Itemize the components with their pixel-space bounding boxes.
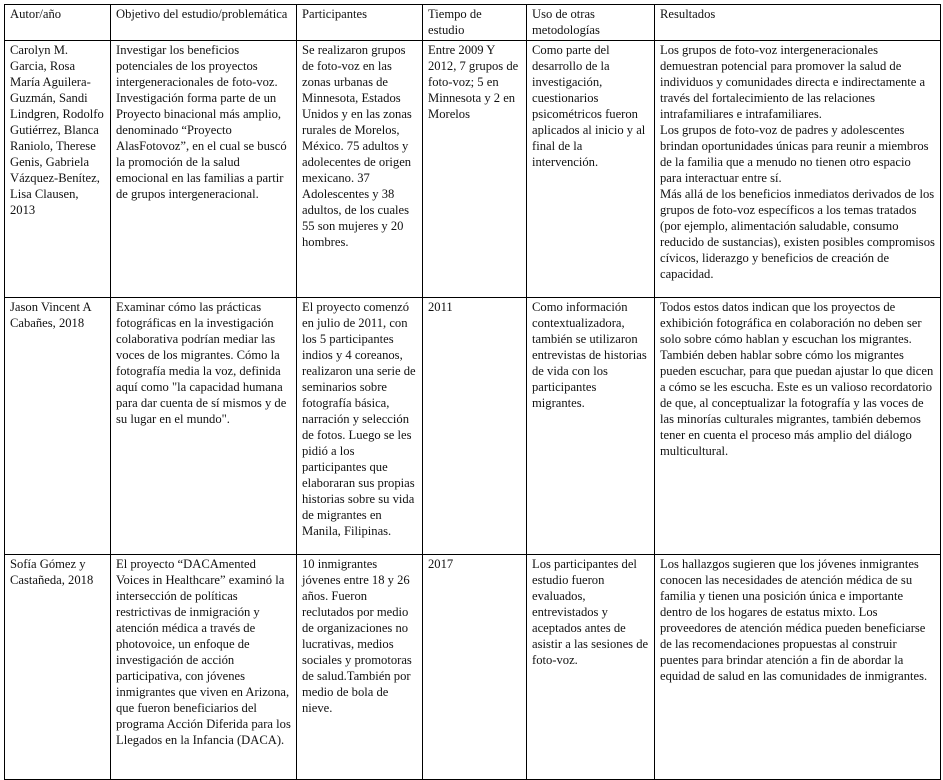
cell-tiempo: 2011 — [423, 298, 527, 555]
cell-resultados — [655, 555, 941, 780]
cell-tiempo: Entre 2009 Y 2012, 7 grupos de foto-voz; 5 en Minnesota y 2 en Morelos — [423, 41, 527, 298]
cell-metodologias: Los participantes del estudio fueron evaluados, entrevistados y aceptados antes de asistir a las sesiones de foto-voz. — [527, 555, 655, 780]
objetivo-paragraph: Examinar cómo las prácticas fotográficas en la investigación colaborativa podrían mediar las voces de los migrantes. Cómo la fotografía media la voz, definida aquí como "la capacidad humana para dar cuenta de sí mismos y de su lugar en el mundo". — [116, 300, 287, 426]
resultados-paragraph: Todos estos datos indican que los proyectos de exhibición fotográfica en colaboración no deben ser solo sobre cómo hablan y escuchan los migrantes. También deben hablar sobre cómo los migrantes pueden escuchar, para que puedan ajustar lo que dicen a cómo se les escucha. Este es un valioso recordatorio de que, al conceptualizar la fotografía y las voces de las minorías culturales migrantes, también debemos tener en cuenta el proceso más amplio del diálogo multicultural. — [660, 300, 934, 458]
cell-autor: Carolyn M. Garcia, Rosa María Aguilera-Guzmán, Sandi Lindgren, Rodolfo Gutiérrez, Blanca Raniolo, Therese Genis, Gabriela Vázquez-Benítez, Lisa Clausen, 2013 — [5, 41, 111, 298]
header-autor: Autor/año — [5, 5, 111, 41]
header-metodologias: Uso de otras metodologías — [527, 5, 655, 41]
objetivo-paragraph: Investigación forma parte de un Proyecto binacional más amplio, denominado “Proyecto AlasFotovoz”, en el cual se buscó la promoción de la salud emocional en las familias a partir de grupos intergeneracional. — [116, 91, 287, 201]
cell-autor: Jason Vincent A Cabañes, 2018 — [5, 298, 111, 555]
resultados-paragraph: Los hallazgos sugieren que los jóvenes inmigrantes conocen las necesidades de atención médica de su familia y tienen una posición única e importante dentro de los hogares de estatus mixto. Los proveedores de atención médica pueden beneficiarse de las recomendaciones propuestas al construir puentes para brindar atención a fin de abordar la equidad de salud en las comunidades de inmigrantes. — [660, 557, 928, 683]
cell-objetivo — [111, 298, 297, 555]
cell-objetivo — [111, 555, 297, 780]
cell-metodologias: Como parte del desarrollo de la investigación, cuestionarios psicométricos fueron aplicados al inicio y al final de la intervención. — [527, 41, 655, 298]
cell-participantes: 10 inmigrantes jóvenes entre 18 y 26 años. Fueron reclutados por medio de organizaciones no lucrativas, medios sociales y promotoras de salud.También por medio de bola de nieve. — [297, 555, 423, 780]
objetivo-paragraph: Investigar los beneficios potenciales de los proyectos intergeneracionales de foto-voz. — [116, 43, 278, 89]
cell-resultados — [655, 298, 941, 555]
cell-metodologias: Como información contextualizadora, también se utilizaron entrevistas de historias de vida con los participantes migrantes. — [527, 298, 655, 555]
header-objetivo: Objetivo del estudio/problemática — [111, 5, 297, 41]
table-row — [5, 298, 941, 555]
cell-participantes: Se realizaron grupos de foto-voz en las zonas urbanas de Minnesota, Estados Unidos y en las zonas rurales de Morelos, México. 75 adultos y adolecentes de origen mexicano. 37 Adolescentes y 38 adultos, de los cuales 55 son mujeres y 20 hombres. — [297, 41, 423, 298]
table-row — [5, 41, 941, 298]
resultados-paragraph: Los grupos de foto-voz intergeneracionales demuestran potencial para promover la salud de individuos y comunidades directa e indirectamente a través del fortalecimiento de las relaciones intrafamiliares e intrafamiliares. — [660, 43, 926, 121]
resultados-paragraph: Más allá de los beneficios inmediatos derivados de los grupos de foto-voz específicos a los temas tratados (por ejemplo, alimentación saludable, consumo reducido de sustancias), existen posibles compromisos cívicos, liderazgo y beneficios de creación de capacidad. — [660, 187, 935, 281]
header-resultados: Resultados — [655, 5, 941, 41]
objetivo-paragraph: El proyecto “DACAmented Voices in Healthcare” examinó la intersección de políticas restrictivas de inmigración y atención médica a través de photovoice, un enfoque de investigación de acción participativa, con jóvenes inmigrantes que viven en Arizona, que fueron beneficiarios del programa Acción Diferida para los Llegados en la Infancia (DACA). — [116, 557, 291, 747]
cell-participantes: El proyecto comenzó en julio de 2011, con los 5 participantes indios y 4 coreanos, realizaron una serie de seminarios sobre fotografía básica, narración y selección de fotos. Luego se les pidió a los participantes que elaboraran sus propias historias sobre su vida de migrantes en Manila, Filipinas. — [297, 298, 423, 555]
cell-tiempo: 2017 — [423, 555, 527, 780]
header-tiempo: Tiempo de estudio — [423, 5, 527, 41]
header-row — [5, 5, 941, 41]
table-row — [5, 555, 941, 780]
cell-resultados — [655, 41, 941, 298]
literature-review-table — [4, 4, 941, 780]
cell-objetivo — [111, 41, 297, 298]
header-participantes: Participantes — [297, 5, 423, 41]
resultados-paragraph: Los grupos de foto-voz de padres y adolescentes brindan oportunidades únicas para reunir a miembros de la familia que a menudo no tienen otro espacio para interactuar entre sí. — [660, 123, 929, 185]
cell-autor: Sofía Gómez y Castañeda, 2018 — [5, 555, 111, 780]
